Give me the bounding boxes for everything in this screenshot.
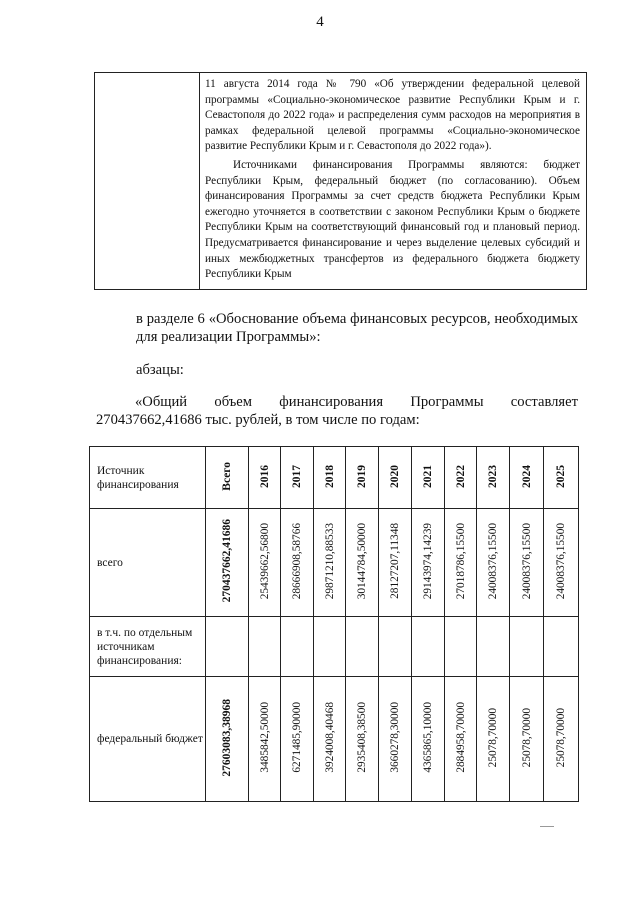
column-divider	[199, 73, 200, 289]
row-federal-value: 25078,70000	[487, 707, 499, 768]
total-financing-line: «Общий объем финансирования Программы составляет 270437662,41686 тыс. рублей, в том числе по годам:	[96, 394, 578, 428]
row-total-value: 29143974,14239	[422, 522, 434, 600]
header-cell	[544, 447, 579, 509]
financing-table	[89, 446, 579, 802]
value-cell	[314, 677, 346, 802]
row-label-total: всего	[90, 509, 206, 617]
row-federal-value: 6271485,90000	[291, 702, 303, 773]
value-cell	[379, 509, 412, 617]
header-year: 2024	[520, 464, 533, 488]
empty-cell	[379, 617, 412, 677]
header-year: 2025	[555, 464, 567, 488]
header-cell	[510, 447, 544, 509]
row-total-value: 24008376,15500	[520, 522, 533, 600]
row-total-value: 27018786,15500	[454, 522, 467, 600]
value-cell	[412, 509, 445, 617]
scan-mark	[540, 826, 554, 827]
continuation-table-box	[94, 72, 587, 290]
empty-cell	[314, 617, 346, 677]
value-cell	[544, 677, 579, 802]
value-cell	[206, 509, 249, 617]
header-year: 2017	[291, 464, 303, 488]
value-cell	[445, 509, 477, 617]
empty-cell	[249, 617, 281, 677]
box-paragraph-1: 11 августа 2014 года № 790 «Об утверждении федеральной целевой программы «Социально-экономическое развитие Республики Крым и г. Севастополя до 2022 года» и распределения сумм расходов на мероприятия в рамках федеральной целевой программы «Социально-экономическое развитие Республики Крым и г. Севастополя до 2022 года»).	[205, 78, 580, 153]
header-year: 2019	[356, 464, 368, 488]
page-number: 4	[316, 14, 324, 30]
empty-cell	[346, 617, 379, 677]
empty-cell	[281, 617, 314, 677]
row-federal-value: 4365865,10000	[422, 702, 434, 773]
value-cell	[314, 509, 346, 617]
header-year: 2023	[487, 464, 499, 488]
header-cell	[379, 447, 412, 509]
row-total-value: 28127207,11348	[389, 523, 401, 599]
abzacy-line: абзацы:	[136, 362, 184, 378]
value-cell	[477, 509, 510, 617]
row-total-value: 24008376,15500	[487, 522, 499, 600]
empty-cell	[510, 617, 544, 677]
header-cell	[346, 447, 379, 509]
row-total-value: 29871210,88533	[323, 522, 336, 600]
value-cell	[544, 509, 579, 617]
value-cell	[206, 677, 249, 802]
row-federal-value: 25078,70000	[555, 707, 567, 768]
table-row-subheading	[90, 617, 579, 677]
header-cell	[281, 447, 314, 509]
row-federal-value: 2884958,70000	[454, 702, 467, 773]
header-year: 2016	[258, 464, 271, 488]
value-cell	[346, 509, 379, 617]
header-year: 2018	[323, 464, 336, 488]
empty-cell	[477, 617, 510, 677]
row-federal-sum: 27603083,38968	[221, 698, 233, 777]
value-cell	[379, 677, 412, 802]
empty-cell	[206, 617, 249, 677]
value-cell	[477, 677, 510, 802]
row-federal-value: 2935408,38500	[356, 702, 368, 773]
table-row-federal	[90, 677, 579, 802]
value-cell	[445, 677, 477, 802]
value-cell	[249, 677, 281, 802]
row-federal-value: 3485842,50000	[258, 702, 271, 773]
row-total-value: 28666908,58766	[291, 522, 303, 600]
table-row-total	[90, 509, 579, 617]
row-label-federal: федеральный бюджет	[90, 677, 206, 802]
box-paragraph-2: Источниками финансирования Программы являются: бюджет Республики Крым, федеральный бюджет (по согласованию). Объем финансирования Программы за счет средств бюджета Республики Крым ежегодно уточняется в соответствии с законом Республики Крым о бюджете Республики Крым на соответствующий финансовый год и плановый период. Предусматривается финансирование и через выделение целевых субсидий и иных межбюджетных трансфертов из федерального бюджета бюджету Республики Крым	[205, 158, 580, 281]
header-cell	[206, 447, 249, 509]
row-total-value: 30144784,50000	[356, 522, 368, 600]
value-cell	[281, 509, 314, 617]
empty-cell	[544, 617, 579, 677]
row-total-sum: 270437662,41686	[221, 519, 233, 603]
value-cell	[412, 677, 445, 802]
box-content	[205, 77, 580, 283]
row-federal-value: 3660278,30000	[389, 702, 401, 773]
row-federal-value: 3924008,40468	[323, 702, 336, 773]
header-year: 2022	[454, 464, 467, 488]
value-cell	[249, 509, 281, 617]
header-cell	[477, 447, 510, 509]
value-cell	[510, 509, 544, 617]
header-year: 2021	[422, 464, 434, 488]
row-total-value: 24008376,15500	[555, 522, 567, 600]
section-6-line: в разделе 6 «Обоснование объема финансовых ресурсов, необходимых для реализации Программы»:	[136, 311, 578, 345]
row-label-subheading: в т.ч. по отдельным источникам финансирования:	[90, 617, 206, 677]
header-total: Всего	[221, 461, 233, 491]
value-cell	[346, 677, 379, 802]
header-cell	[445, 447, 477, 509]
header-cell	[412, 447, 445, 509]
row-total-value: 25439662,56800	[258, 522, 271, 600]
header-source-label: Источник финансирования	[90, 447, 206, 509]
header-year: 2020	[389, 464, 401, 488]
header-cell	[249, 447, 281, 509]
value-cell	[281, 677, 314, 802]
header-cell	[314, 447, 346, 509]
table-header-row	[90, 447, 579, 509]
row-federal-value: 25078,70000	[520, 707, 533, 768]
value-cell	[510, 677, 544, 802]
empty-cell	[445, 617, 477, 677]
empty-cell	[412, 617, 445, 677]
